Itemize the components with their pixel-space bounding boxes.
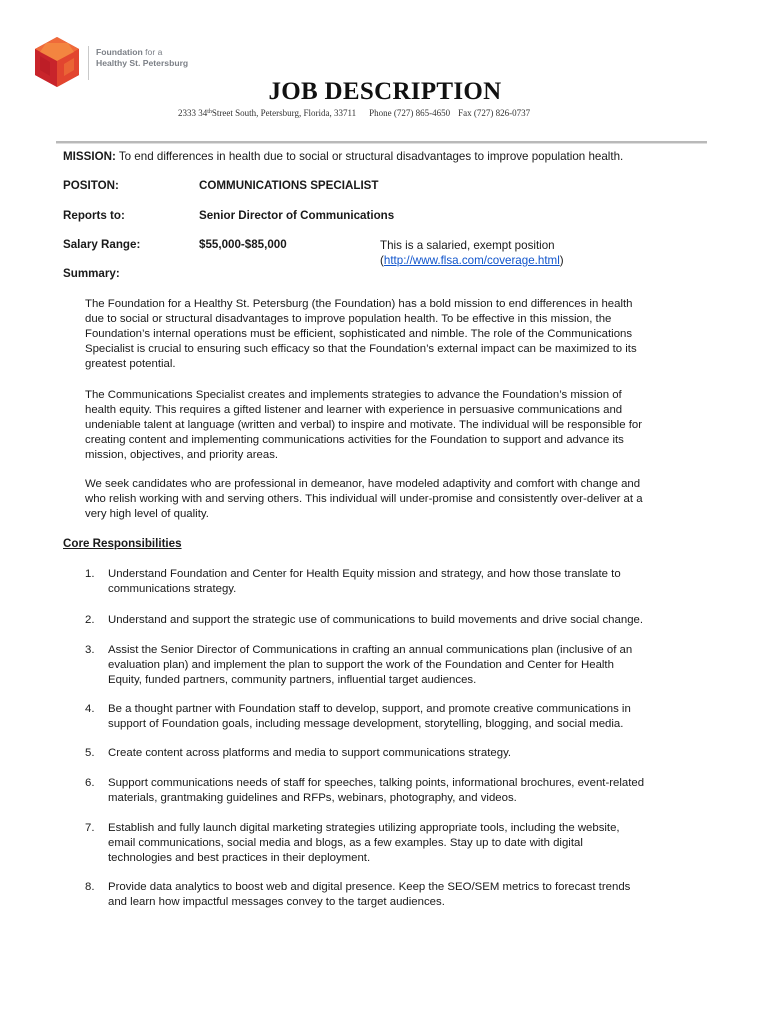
- position-label: POSITON:: [63, 179, 119, 192]
- reports-to-label: Reports to:: [63, 209, 125, 222]
- reports-to-value: Senior Director of Communications: [199, 209, 395, 222]
- summary-paragraph-1: The Foundation for a Healthy St. Petersburg (the Foundation) has a bold mission to end differences in health due to social or structural disadvantages to improve population health. To be effective in this mission, the Foundation’s internal operations must be efficient, sophisticated and nimble. The role of the Communications Specialist is crucial to ensuring such efficacy so that the Foundation’s external impact can be maximized to its greatest potential.: [85, 298, 637, 370]
- flsa-coverage-link[interactable]: http://www.flsa.com/coverage.html: [383, 254, 560, 267]
- position-value: COMMUNICATIONS SPECIALIST: [199, 179, 379, 192]
- mission-label: MISSION:: [63, 150, 116, 163]
- header-divider: [56, 141, 707, 144]
- salary-range-value: $55,000-$85,000: [199, 238, 287, 251]
- summary-paragraph-3: We seek candidates who are professional in demeanor, have modeled adaptivity and comfort with change and who relish working with and serving others. This individual will under-promise and consistently over-deliver at a very high level of quality.: [85, 478, 643, 520]
- street-address: 2333 34thStreet South, Petersburg, Florida, 33711: [178, 108, 357, 118]
- contact-address-line: [178, 108, 530, 118]
- logo-line2: Healthy St. Petersburg: [96, 58, 189, 68]
- mission-text: To end differences in health due to social or structural disadvantages to improve population health.: [115, 150, 624, 163]
- fax-number: Fax (727) 826-0737: [458, 108, 531, 118]
- logo-wordmark: [96, 47, 188, 69]
- salary-range-label: Salary Range:: [63, 238, 141, 251]
- page-title: JOB DESCRIPTION: [268, 78, 502, 105]
- salary-note-text: This is a salaried, exempt position: [380, 239, 555, 252]
- phone-number: Phone (727) 865-4650: [369, 108, 451, 118]
- logo-divider: [88, 46, 89, 80]
- logo-line1-light: for a: [142, 47, 163, 57]
- salary-note: This is a salaried, exempt position (http://www.flsa.com/coverage.html): [380, 239, 564, 267]
- logo-line1-bold: Foundation: [96, 47, 143, 57]
- core-responsibilities-heading: Core Responsibilities: [63, 537, 182, 550]
- summary-paragraph-2: The Communications Specialist creates and implements strategies to advance the Foundation’s mission of health equity. This requires a gifted listener and learner with experience in persuasive communications and undeniable talent at language (written and verbal) to inspire and motivate. The individual will be responsible for creating content and implementing communications activities for the Foundation to support and advance its mission, objectives, and priority areas.: [85, 389, 643, 461]
- mission-statement: [63, 150, 623, 163]
- summary-label: Summary:: [63, 267, 120, 280]
- job-description-page: Foundation for a Healthy St. Petersburg JOB DESCRIPTION 2333 34thStreet South, Petersburg, Florida, 33711 Phone (727) 865-4650 Fax (727) 826-0737 MISSION: To end differences in health due to social or structural disadvantages to improve population health. POSITON: COMMUNICATIONS SPECIALIST Reports to: Senior Director of Communications Salary Range: $55,000-$85,000 This is a salaried, exempt position (http://www.flsa.com/coverage.html) Summary: The Foundation for a Healthy St. Petersburg (the Foundation) has a bold mission to end differences in health due to social or structural disadvantages to improve population health. To be effective in this mission, the Foundation’s internal operations must be efficient, sophisticated and nimble. The role of the Communications Specialist is crucial to ensuring such efficacy so that the Foundation’s external impact can be maximized to its greatest potential. The Communications Specialist creates and implements strategies to advance the Foundation’s mission of health equity. This requires a gifted listener and learner with experience in persuasive communications and undeniable talent at language (written and verbal) to inspire and motivate. The individual will be responsible for creating content and implementing communications activities for the Foundation to support and advance its mission, objectives, and priority areas. We seek candidates who are professional in demeanor, have modeled adaptivity and comfort with change and who relish working with and serving others. This individual will under-promise and consistently over-deliver at a very high level of quality. Core Responsibilities 1. Understand Foundation and Center for Health Equity mission and strategy, and how those translate to communications strategy. 2. Understand and support the strategic use of communications to build movements and drive social change. 3. Assist the Senior Director of Communications in crafting an annual communications plan (inclusive of an evaluation plan) and implement the plan to support the work of the Foundation and Center for Health Equity, funded partners, community partners, influential target audiences. 4. Be a thought partner with Foundation staff to develop, support, and promote creative communications in support of Foundation goals, including message development, storytelling, blogging, and social media. 5. Create content across platforms and media to support communications strategy. 6. Support communications needs of staff for speeches, talking points, informational brochures, event-related materials, grantmaking guidelines and RFPs, webinars, photography, and videos. 7. Establish and fully launch digital marketing strategies utilizing appropriate tools, including the website, email communications, social media and blogs, as a few examples. Stay up to date with digital technologies and best practices in their deployment. 8. Provide data analytics to boost web and digital presence. Keep the SEO/SEM metrics to forecast trends and learn how impactful messages convey to the target audiences.: [0, 0, 770, 1024]
